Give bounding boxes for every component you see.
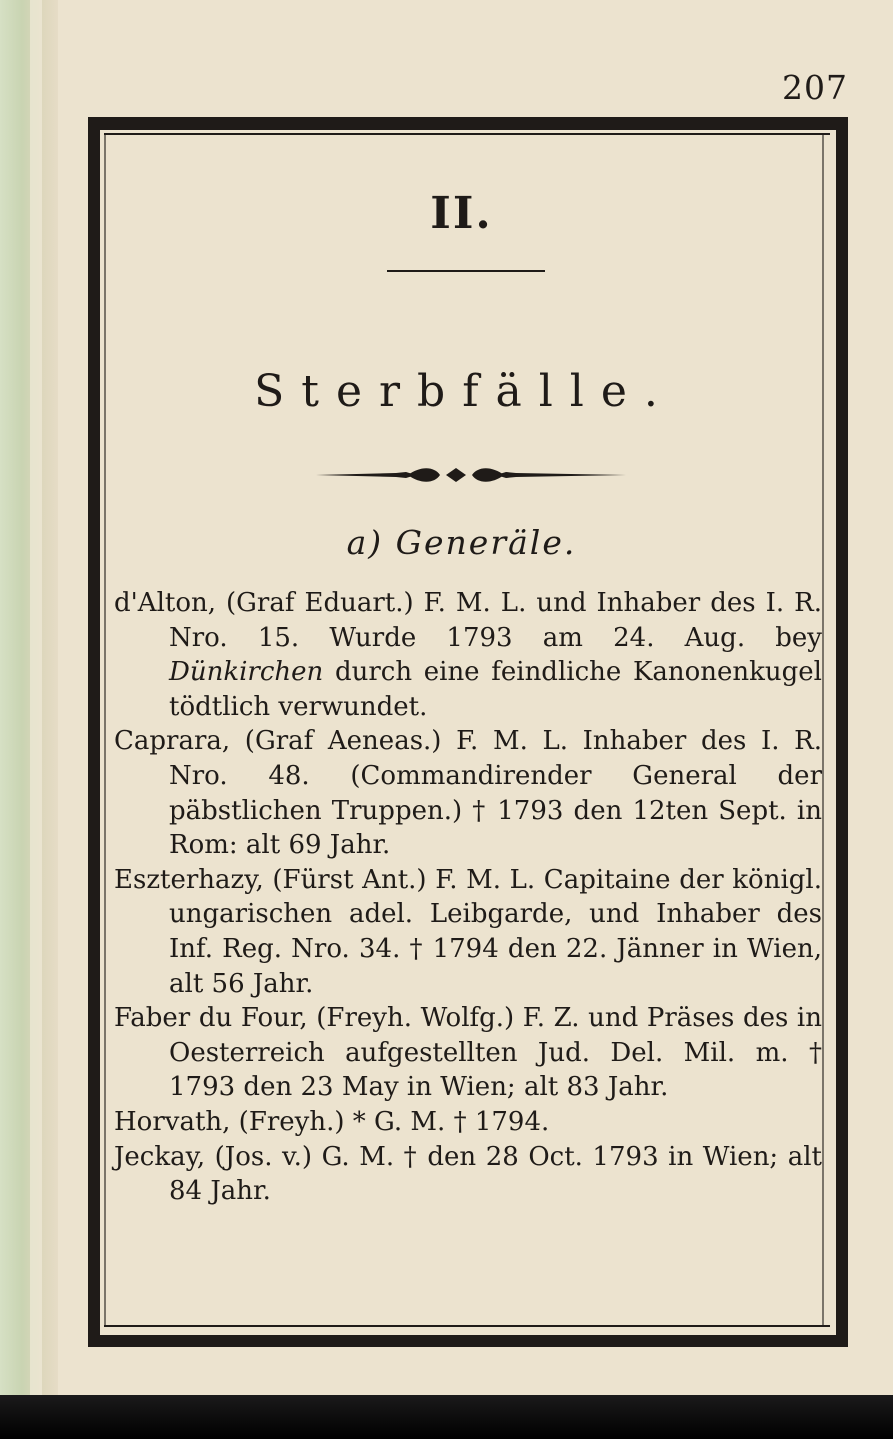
entry-text: durch eine feindliche Kanonenkugel tödtlich verwundet. bbox=[169, 657, 822, 722]
entry-name: Horvath, bbox=[114, 1106, 231, 1137]
entry-text: (Freyh. Wolfg.) F. Z. und Präses des in Oesterreich aufgestellten Jud. Del. Mil. m. † 1793 den 23 May in Wien; alt 83 Jahr. bbox=[169, 1003, 822, 1103]
entry-name: Faber du Four, bbox=[114, 1003, 308, 1034]
entry-text: (Graf Aeneas.) F. M. L. Inhaber des I. R. Nro. 48. (Commandirender General der päbstlichen Truppen.) † 1793 den 12ten Sept. in Rom: alt 69 Jahr. bbox=[169, 726, 822, 861]
list-item bbox=[114, 724, 822, 862]
frame-border-bottom bbox=[88, 1335, 848, 1347]
list-item bbox=[114, 863, 822, 1001]
page-number: 207 bbox=[782, 68, 848, 107]
frame-border-right bbox=[836, 117, 848, 1347]
entry-text: (Jos. v.) G. M. † den 28 Oct. 1793 in Wien; alt 84 Jahr. bbox=[169, 1141, 822, 1207]
page-edge-shadow bbox=[0, 1395, 893, 1439]
section-title: Sterbfälle. bbox=[254, 366, 675, 417]
ornamental-divider bbox=[316, 460, 626, 490]
entry-text: (Fürst Ant.) F. M. L. Capitaine der königl. ungarischen adel. Leibgarde, und Inhaber des Inf. Reg. Nro. 34. † 1794 den 22. Jänner in Wien, alt 56 Jahr. bbox=[169, 864, 822, 999]
entry-name: Caprara, bbox=[114, 726, 231, 757]
entry-name: d'Alton, bbox=[114, 588, 216, 618]
subsection-title: a) Generäle. bbox=[346, 523, 577, 562]
frame-inner-line-right bbox=[822, 135, 824, 1325]
frame-inner-line-bottom bbox=[104, 1325, 830, 1327]
entry-name: Jeckay, bbox=[114, 1141, 206, 1172]
entry-text: (Freyh.) * G. M. † 1794. bbox=[230, 1106, 550, 1137]
frame-inner-line-top bbox=[104, 133, 830, 135]
entry-place: Dünkirchen bbox=[169, 657, 324, 688]
list-item bbox=[114, 586, 822, 724]
entry-text: (Graf Eduart.) F. M. L. und Inhaber des I. R. Nro. 15. Wurde 1793 am 24. Aug. bey bbox=[169, 588, 822, 653]
section-numeral: II. bbox=[430, 188, 493, 239]
list-item bbox=[114, 1001, 822, 1105]
entry-name: Eszterhazy, bbox=[114, 864, 264, 895]
section-divider bbox=[387, 270, 545, 272]
list-item bbox=[114, 1140, 822, 1209]
list-item bbox=[114, 1105, 822, 1140]
frame-inner-line-left bbox=[104, 135, 106, 1325]
frame-border-top bbox=[88, 117, 848, 130]
frame-border-left bbox=[88, 117, 100, 1347]
obituary-list bbox=[114, 586, 822, 1209]
